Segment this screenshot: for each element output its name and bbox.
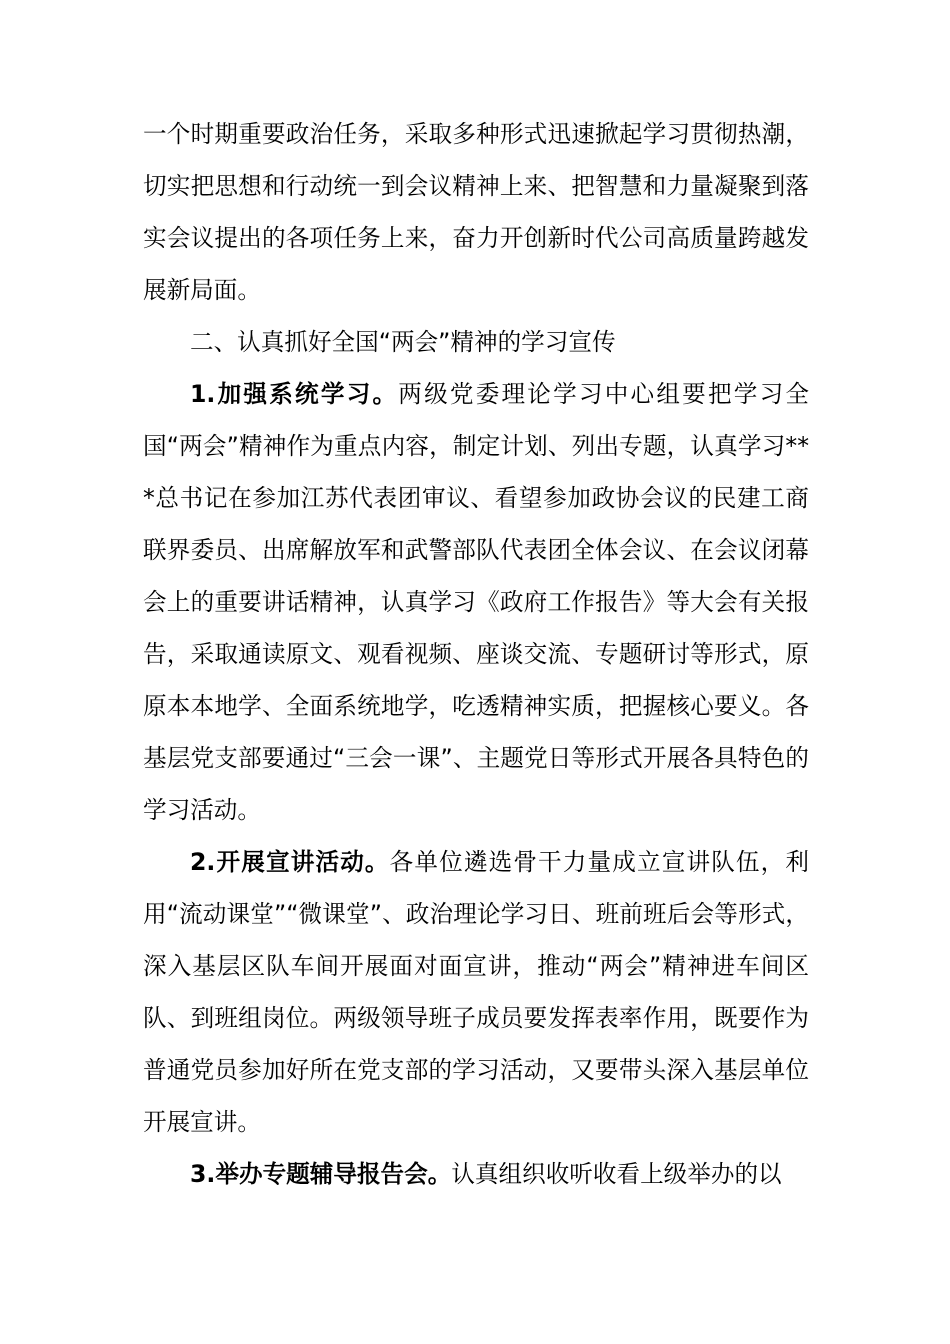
section-heading: 二、认真抓好全国“两会”精神的学习宣传 <box>190 328 616 356</box>
item-title-2: 2.开展宣讲活动。 <box>190 848 390 876</box>
item-title-3: 3.举办专题辅导报告会。 <box>190 1160 452 1188</box>
item-title-1: 1.加强系统学习。 <box>190 380 399 408</box>
item-paragraph-1 <box>143 368 809 836</box>
intro-paragraph: 一个时期重要政治任务，采取多种形式迅速掀起学习贯彻热潮，切实把思想和行动统一到会议精神上来、把智慧和力量凝聚到落实会议提出的各项任务上来，奋力开创新时代公司高质量跨越发展新局面。 <box>143 120 809 304</box>
item-body-1: 两级党委理论学习中心组要把学习全国“两会”精神作为重点内容，制定计划、列出专题，认真学习***总书记在参加江苏代表团审议、看望参加政协会议的民建工商联界委员、出席解放军和武警部队代表团全体会议、在会议闭幕会上的重要讲话精神，认真学习《政府工作报告》等大会有关报告，采取通读原文、观看视频、座谈交流、专题研讨等形式，原原本本地学、全面系统地学，吃透精神实质，把握核心要义。各基层党支部要通过“三会一课”、主题党日等形式开展各具特色的学习活动。 <box>143 380 809 824</box>
document-page <box>143 108 809 1200</box>
item-paragraph-2 <box>143 836 809 1148</box>
item-paragraph-3 <box>143 1148 809 1200</box>
item-body-2: 各单位遴选骨干力量成立宣讲队伍，利用“流动课堂”“微课堂”、政治理论学习日、班前班后会等形式，深入基层区队车间开展面对面宣讲，推动“两会”精神进车间区队、到班组岗位。两级领导班子成员要发挥表率作用，既要作为普通党员参加好所在党支部的学习活动，又要带头深入基层单位开展宣讲。 <box>143 848 809 1136</box>
item-body-3: 认真组织收听收看上级举办的以 <box>451 1160 782 1188</box>
